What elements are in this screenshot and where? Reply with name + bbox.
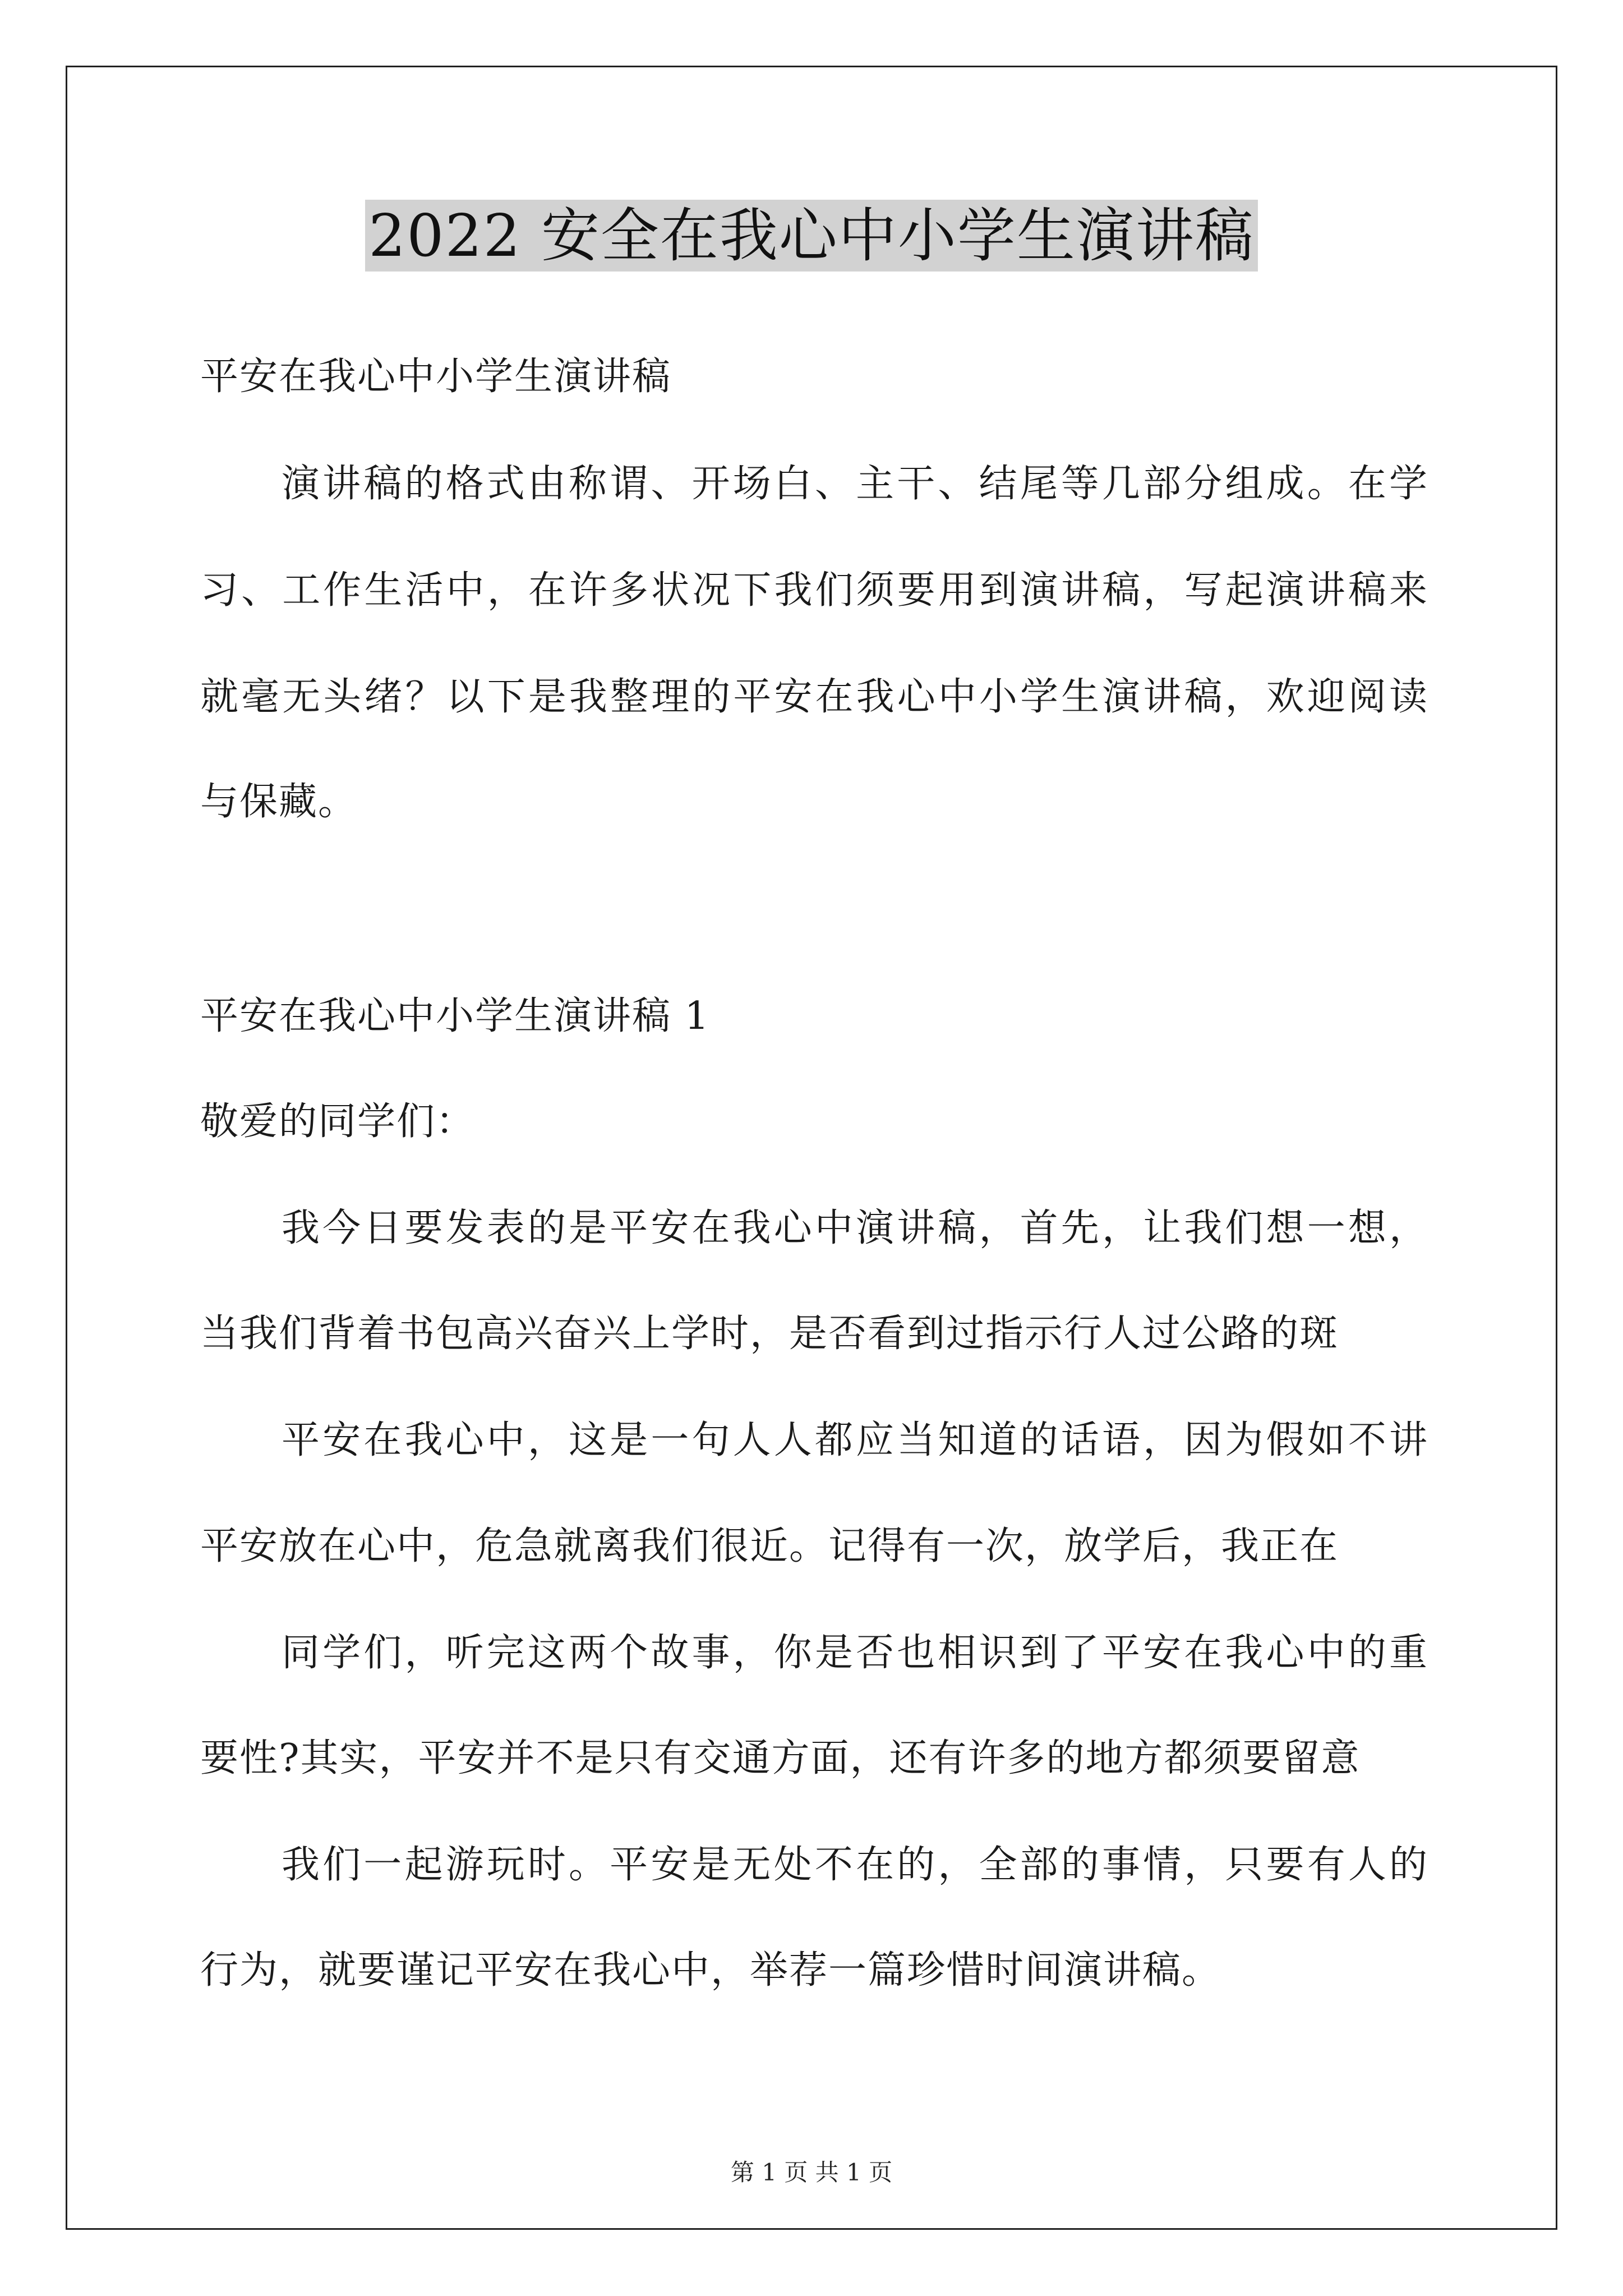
- document-title: 2022 安全在我心中小学生演讲稿: [365, 200, 1258, 272]
- para1-line-1: 我今日要发表的是平安在我心中演讲稿，首先，让我们想一想，: [282, 1206, 1428, 1250]
- para4-line-2: 行为，就要谨记平安在我心中，举荐一篇珍惜时间演讲稿。: [200, 1948, 1221, 1993]
- para2-line-2: 平安放在心中，危急就离我们很近。记得有一次，放学后，我正在: [200, 1524, 1339, 1568]
- para2-line-1: 平安在我心中，这是一句人人都应当知道的话语，因为假如不讲: [282, 1418, 1428, 1462]
- intro-line-1: 演讲稿的格式由称谓、开场白、主干、结尾等几部分组成。在学: [282, 462, 1428, 506]
- para3-line-2: 要性?其实，平安并不是只有交通方面，还有许多的地方都须要留意: [200, 1736, 1361, 1780]
- intro-line-3: 就毫无头绪？以下是我整理的平安在我心中小学生演讲稿，欢迎阅读: [200, 675, 1428, 719]
- para3-line-1: 同学们，听完这两个故事，你是否也相识到了平安在我心中的重: [282, 1631, 1428, 1675]
- title-container: [0, 200, 1623, 272]
- section-heading: 平安在我心中小学生演讲稿 1: [200, 994, 710, 1038]
- salutation: 敬爱的同学们：: [200, 1099, 476, 1144]
- page-number-footer: 第 1 页 共 1 页: [730, 2159, 893, 2186]
- subtitle: 平安在我心中小学生演讲稿: [200, 355, 672, 399]
- para4-line-1: 我们一起游玩时。平安是无处不在的，全部的事情，只要有人的: [282, 1843, 1428, 1887]
- intro-line-2: 习、工作生活中，在许多状况下我们须要用到演讲稿，写起演讲稿来: [200, 568, 1428, 613]
- intro-line-4: 与保藏。: [200, 780, 358, 824]
- para1-line-2: 当我们背着书包高兴奋兴上学时，是否看到过指示行人过公路的斑: [200, 1312, 1339, 1356]
